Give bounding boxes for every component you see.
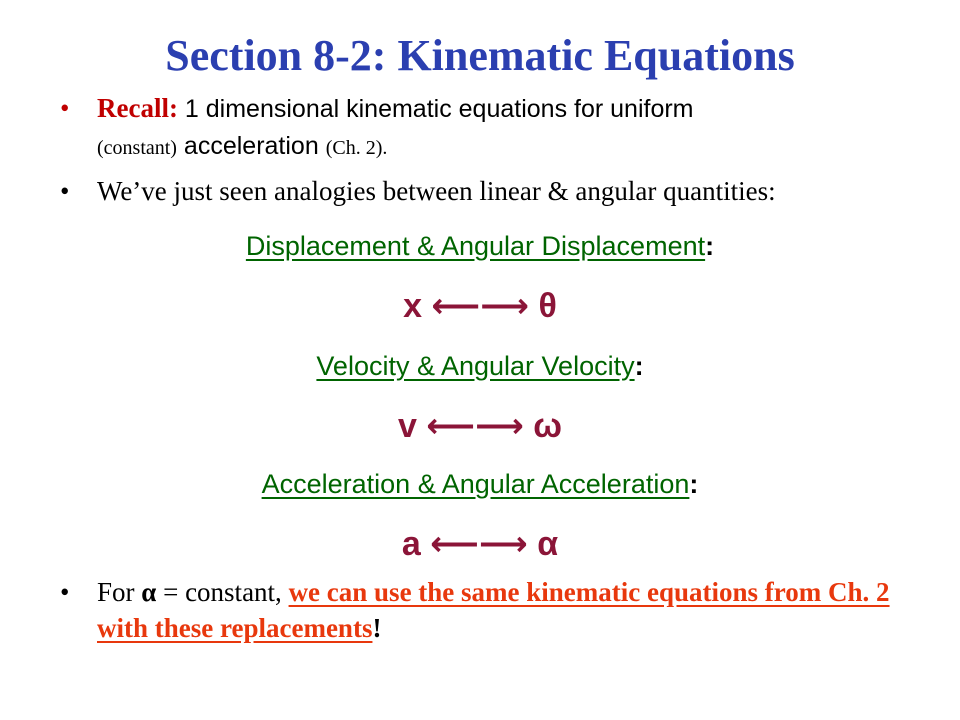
pair-heading-acceleration — [0, 466, 960, 502]
relation-velocity: v ⟵⟶ ω — [397, 407, 562, 445]
heading-colon: : — [705, 231, 715, 261]
exclamation: ! — [372, 613, 382, 643]
recall-text-c: acceleration — [176, 132, 326, 160]
pair-heading-displacement — [0, 228, 960, 264]
bullet-dot: • — [60, 176, 70, 206]
heading-colon: : — [634, 351, 644, 381]
bullet-text: We’ve just seen analogies between linear & angular quantities: — [97, 176, 776, 206]
for-text: For — [97, 577, 142, 607]
recall-text-b: (constant) — [97, 137, 177, 159]
recall-text-d: (Ch. 2). — [325, 137, 388, 159]
relation-acceleration: a ⟵⟶ α — [401, 525, 559, 563]
heading-text: Acceleration & Angular Acceleration — [261, 469, 690, 499]
pair-heading-velocity — [0, 348, 960, 384]
replacement-note: we can use the same kinematic equations from Ch. 2 with these replacements — [97, 577, 890, 643]
bullet-text — [97, 90, 917, 166]
heading-text: Displacement & Angular Displacement — [245, 231, 706, 261]
alpha-symbol: α — [141, 577, 157, 607]
recall-text-a: 1 dimensional kinematic equations for uniform — [177, 95, 694, 123]
bullet-dot: • — [60, 93, 70, 123]
constant-text: = constant, — [156, 577, 289, 607]
heading-text: Velocity & Angular Velocity — [316, 351, 635, 381]
bullet-text — [97, 574, 917, 646]
relation-displacement: x ⟵⟶ θ — [403, 287, 557, 325]
bullet-dot: • — [60, 577, 70, 607]
heading-colon: : — [689, 469, 699, 499]
recall-label: Recall: — [97, 93, 178, 123]
slide-title: Section 8-2: Kinematic Equations — [165, 31, 795, 80]
